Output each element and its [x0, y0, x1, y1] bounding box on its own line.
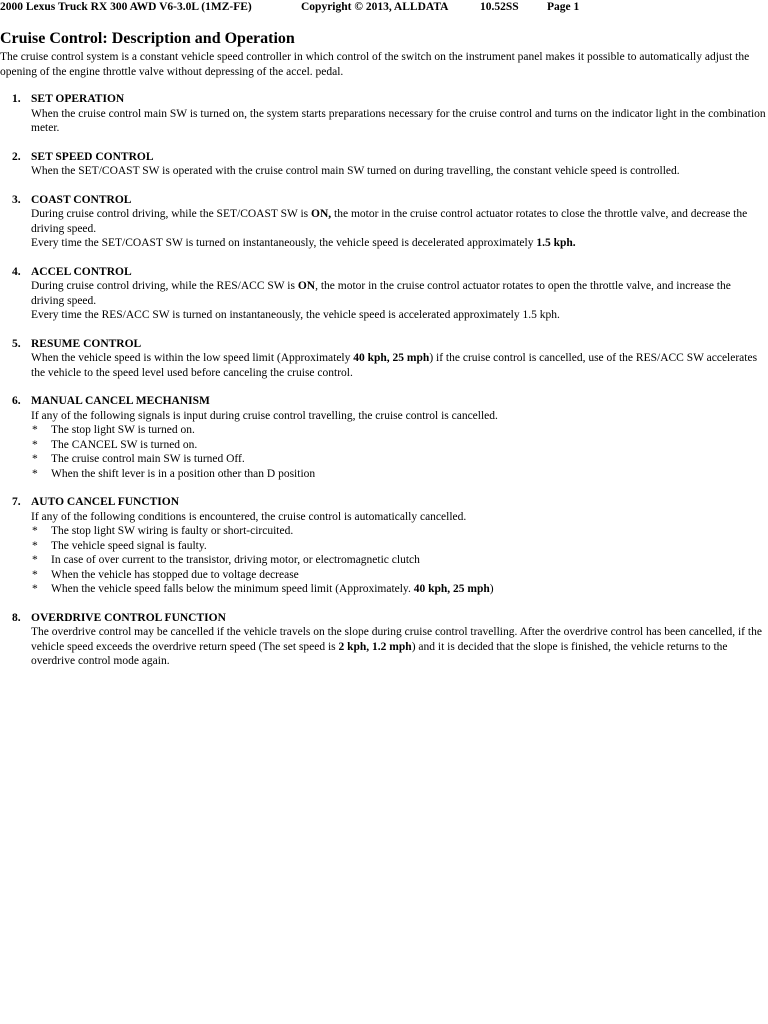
- section-item: [0, 193, 766, 251]
- text-run: , the motor in the cruise control actuator rotates to open the throttle valve, and increase the driving speed.: [31, 280, 731, 307]
- section-heading: SET SPEED CONTROL: [31, 150, 154, 163]
- section-body: [31, 351, 766, 380]
- text-run: When the vehicle speed is within the low speed limit (Approximately: [31, 352, 354, 364]
- text-run: When the cruise control main SW is turned on, the system starts preparations necessary for the cruise control and turns on the indicator light in the combination meter.: [31, 107, 766, 134]
- text-run: In case of over current to the transistor, driving motor, or electromagnetic clutch: [51, 554, 420, 566]
- section-item: [0, 495, 766, 597]
- section-paragraph: [31, 236, 766, 251]
- section-body: [31, 107, 766, 136]
- bullet-marker: *: [32, 438, 38, 451]
- bullet-item: [31, 539, 766, 554]
- section-number: 3.: [12, 193, 21, 206]
- text-run: the motor in the cruise control actuator rotates to close the throttle valve, and decrease the driving speed.: [31, 208, 748, 235]
- section-heading: OVERDRIVE CONTROL FUNCTION: [31, 611, 226, 624]
- section-heading: RESUME CONTROL: [31, 337, 142, 350]
- bullet-item: [31, 452, 766, 467]
- bullet-item: [31, 553, 766, 568]
- bullet-item: [31, 423, 766, 438]
- section-heading: MANUAL CANCEL MECHANISM: [31, 395, 210, 407]
- bullet-list: [31, 423, 766, 481]
- text-run: Every time the RES/ACC SW is turned on instantaneously, the vehicle speed is accelerated approximately 1.5 kph.: [31, 309, 560, 321]
- text-run: Every time the SET/COAST SW is turned on instantaneously, the vehicle speed is decelerated approximately: [31, 237, 537, 249]
- text-run: When the vehicle speed falls below the minimum speed limit (Approximately.: [51, 583, 414, 595]
- emphasis-text: ON,: [311, 208, 332, 220]
- section-list: [0, 92, 766, 683]
- text-run: The overdrive control may be cancelled if the vehicle travels on the slope during cruise control travelling. After the overdrive control has been cancelled, if the vehicle speed exceeds the overdrive return speed (The set speed is: [31, 626, 762, 653]
- section-body: [31, 510, 766, 597]
- text-run: The stop light SW is turned on.: [51, 424, 195, 436]
- text-run: When the SET/COAST SW is operated with the cruise control main SW turned on during travelling, the constant vehicle speed is controlled.: [31, 165, 680, 177]
- bullet-item: [31, 438, 766, 453]
- bullet-marker: *: [32, 525, 38, 537]
- bullet-item: [31, 467, 766, 482]
- bullet-marker: *: [32, 554, 38, 566]
- text-run: During cruise control driving, while the SET/COAST SW is: [31, 208, 312, 220]
- bullet-marker: *: [32, 583, 38, 595]
- section-number: 1.: [12, 93, 21, 105]
- section-paragraph: [31, 409, 766, 424]
- emphasis-text: ON: [297, 280, 316, 292]
- text-run: ) if the cruise control is cancelled, use of the RES/ACC SW accelerates the vehicle to the speed level used before canceling the cruise control.: [31, 352, 758, 379]
- section-number: 4.: [12, 265, 21, 278]
- section-number: 6.: [12, 395, 21, 407]
- section-item: [0, 394, 766, 481]
- section-heading: SET OPERATION: [31, 93, 125, 105]
- bullet-marker: *: [32, 539, 38, 552]
- section-item: [0, 337, 766, 381]
- section-paragraph: [31, 279, 766, 308]
- header-copyright: Copyright © 2013, ALLDATA: [301, 1, 449, 13]
- section-body: [31, 625, 766, 669]
- text-run: When the vehicle has stopped due to voltage decrease: [51, 568, 299, 581]
- section-heading: ACCEL CONTROL: [31, 265, 132, 278]
- bullet-marker: *: [32, 453, 38, 465]
- emphasis-text: 40 kph, 25 mph: [413, 583, 490, 595]
- section-item: [0, 265, 766, 323]
- section-body: [31, 164, 766, 179]
- section-paragraph: [31, 351, 766, 380]
- section-paragraph: [31, 510, 766, 525]
- section-paragraph: [31, 625, 766, 669]
- section-paragraph: [31, 308, 766, 323]
- bullet-item: [31, 568, 766, 583]
- bullet-marker: *: [32, 568, 38, 581]
- text-run: The vehicle speed signal is faulty.: [51, 539, 207, 552]
- text-run: The stop light SW wiring is faulty or short-circuited.: [51, 525, 294, 537]
- section-number: 7.: [12, 496, 21, 508]
- text-run: During cruise control driving, while the RES/ACC SW is: [31, 280, 298, 292]
- section-body: [31, 279, 766, 323]
- bullet-list: [31, 524, 766, 597]
- section-number: 5.: [12, 337, 21, 350]
- text-run: If any of the following signals is input during cruise control travelling, the cruise control is cancelled.: [31, 409, 498, 422]
- text-run: When the shift lever is in a position other than D position: [51, 467, 316, 480]
- text-run: The CANCEL SW is turned on.: [51, 438, 198, 451]
- text-run: The cruise control main SW is turned Off.: [51, 453, 245, 465]
- section-paragraph: [31, 164, 766, 179]
- emphasis-text: 2 kph, 1.2 mph: [338, 640, 412, 653]
- bullet-marker: *: [32, 424, 38, 436]
- bullet-item: [31, 524, 766, 539]
- section-item: [0, 92, 766, 136]
- section-item: [0, 150, 766, 179]
- page-title: Cruise Control: Description and Operation: [0, 30, 295, 47]
- section-item: [0, 611, 766, 669]
- text-run: ): [489, 583, 494, 595]
- bullet-marker: *: [32, 467, 38, 480]
- section-body: [31, 409, 766, 482]
- section-heading: AUTO CANCEL FUNCTION: [31, 496, 180, 508]
- header-vehicle: 2000 Lexus Truck RX 300 AWD V6-3.0L (1MZ-FE): [0, 1, 252, 13]
- intro-paragraph: The cruise control system is a constant vehicle speed controller in which control of the switch on the instrument panel makes it possible to automatically adjust the opening of the engine throttle valve without depressing of the accel. pedal.: [0, 51, 750, 78]
- section-body: [31, 207, 766, 251]
- section-number: 8.: [12, 611, 21, 624]
- text-run: ) and it is decided that the slope is finished, the vehicle returns to the overdrive control mode again.: [31, 640, 728, 667]
- bullet-item: [31, 582, 766, 597]
- section-paragraph: [31, 107, 766, 136]
- section-heading: COAST CONTROL: [31, 193, 132, 206]
- section-paragraph: [31, 207, 766, 236]
- emphasis-text: 40 kph, 25 mph: [353, 352, 430, 364]
- section-number: 2.: [12, 150, 21, 163]
- header-page-number: Page 1: [547, 1, 580, 13]
- text-run: If any of the following conditions is encountered, the cruise control is automatically cancelled.: [31, 510, 467, 523]
- header-version: 10.52SS: [480, 1, 519, 13]
- emphasis-text: 1.5 kph.: [536, 237, 576, 249]
- page-header: [0, 0, 768, 16]
